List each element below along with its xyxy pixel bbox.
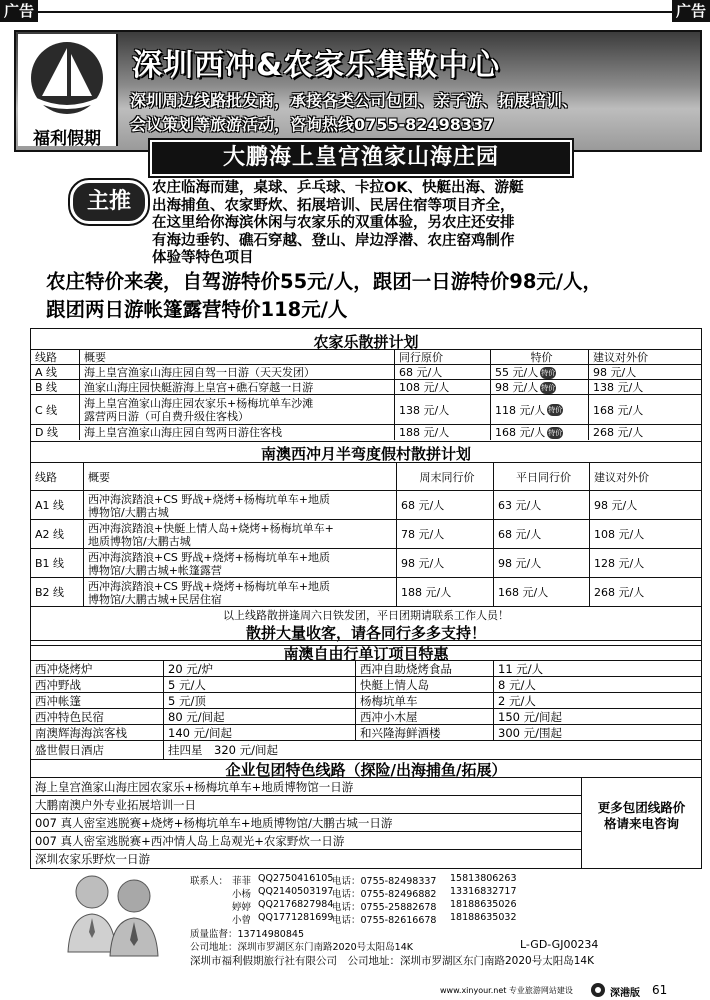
weekday-price-cell: 168 元/人: [493, 578, 589, 607]
header-banner: [14, 30, 702, 152]
header-cell: 概要: [83, 463, 396, 491]
special-price: 168 元/人: [495, 426, 546, 439]
retail-price-cell: 268 元/人: [588, 425, 701, 440]
contact-qq: QQ2750416105: [258, 873, 334, 884]
table-row: [31, 424, 701, 440]
footer-site: www.xinyour.net 专业旅游网站建设: [440, 986, 573, 995]
header-cell: 周末同行价: [396, 463, 493, 491]
table-row: [31, 519, 701, 549]
orig-price-cell: 68 元/人: [394, 365, 490, 380]
desc-line: 西冲海滨踏浪+CS 野战+烧烤+杨梅坑单车+地质: [88, 492, 331, 506]
table-row: [31, 364, 701, 380]
line-cell: C 线: [35, 403, 58, 417]
special-price-cell: [490, 395, 588, 425]
contact-qq: QQ1771281699: [258, 912, 334, 923]
desc-cell: [79, 395, 394, 425]
farm-table-title: 农家乐散拼计划: [313, 333, 419, 351]
desc-line: 地质博物馆/大鹏古城: [88, 534, 191, 548]
badge-icon: [590, 982, 606, 998]
route-text: 海上皇宫渔家山海庄园农家乐+杨梅坑单车+地质博物馆一日游: [35, 779, 354, 794]
table-header-row: [31, 349, 701, 365]
special-price-cell: [490, 365, 588, 380]
special-price: 55 元/人: [495, 366, 539, 379]
contact-qq: QQ2176827984: [258, 899, 334, 910]
free-travel-title: 南澳自由行单订项目特惠: [283, 645, 449, 663]
item-name: 杨梅坑单车: [355, 693, 493, 709]
table-row: [31, 660, 701, 677]
line-cell: A 线: [35, 366, 58, 379]
special-price-cell: [490, 380, 588, 395]
route-text: 大鹏南澳户外专业拓展培训一日: [35, 797, 196, 812]
orig-price-cell: 188 元/人: [394, 425, 490, 440]
contact-name: 菲菲: [232, 876, 252, 887]
item-price: 8 元/人: [493, 677, 701, 693]
desc-line: 博物馆/大鹏古城+民居住宿: [88, 592, 222, 606]
sailboat-logo-icon: [18, 34, 116, 124]
item-name: 西冲烧烤炉: [35, 661, 93, 676]
retail-price-cell: 98 元/人: [589, 491, 701, 520]
desc-cell: 海上皇宫渔家山海庄园自驾一日游（天天发团）: [79, 365, 394, 380]
weekday-price-cell: 68 元/人: [493, 520, 589, 549]
table-row: [31, 676, 701, 693]
desc-line: 博物馆/大鹏古城+帐篷露营: [88, 563, 222, 577]
desc-line: 海上皇宫渔家山海庄园农家乐+杨梅坑单车沙滩: [84, 397, 314, 410]
nanao-table-title: 南澳西冲月半弯度假村散拼计划: [260, 445, 471, 463]
special-tag-icon: 特价: [541, 383, 556, 392]
orig-price-cell: 108 元/人: [394, 380, 490, 395]
featured-badge: 主推: [70, 180, 148, 224]
ad-label-right: 广告: [672, 0, 710, 22]
item-price: 5 元/顶: [163, 693, 355, 709]
item-price: 挂四星 320 元/间起: [163, 741, 701, 759]
farm-table: [30, 328, 702, 442]
mascot-figures-icon: [60, 870, 170, 960]
table-row: [31, 577, 701, 607]
logo: [18, 34, 118, 149]
table-header-row: [31, 462, 701, 491]
route-text: 007 真人密室逃脱赛+西冲情人岛上岛观光+农家野炊一日游: [35, 833, 345, 848]
free-travel-table: [30, 640, 702, 760]
intro-line: 有海边垂钓、礁石穿越、登山、岸边浮潜、农庄窑鸡制作: [152, 232, 515, 249]
resort-banner: 大鹏海上皇宫渔家山海庄园: [150, 140, 572, 176]
intro-text: [152, 180, 692, 268]
desc-line: 博物馆/大鹏古城: [88, 505, 169, 519]
line-cell: B1 线: [35, 557, 65, 570]
header-cell: 线路: [35, 470, 57, 484]
weekday-price-cell: 63 元/人: [493, 491, 589, 520]
line-cell: B2 线: [35, 586, 65, 599]
side-note-cell: [581, 777, 701, 868]
weekend-price-cell: 188 元/人: [396, 578, 493, 607]
contact-phone: 电话：0755-82496882: [332, 889, 437, 900]
intro-line: 农庄临海而建，桌球、乒乓球、卡拉OK、快艇出海、游艇: [152, 180, 524, 196]
table-row: [31, 394, 701, 425]
header-cell: 同行原价: [394, 350, 490, 365]
top-divider: [38, 11, 672, 13]
retail-price-cell: 128 元/人: [589, 549, 701, 578]
enterprise-title: 企业包团特色线路（探险/出海捕鱼/拓展）: [225, 761, 507, 779]
retail-price-cell: 108 元/人: [589, 520, 701, 549]
contact-phone: 电话：0755-25882678: [332, 902, 437, 913]
desc-line: 露营两日游（可自费升级住客栈）: [84, 410, 249, 423]
table-row: [31, 708, 701, 725]
header-cell: 特价: [490, 350, 588, 365]
contact-name: 婷婷: [232, 902, 252, 913]
item-name: 盛世假日酒店: [35, 742, 104, 757]
orig-price-cell: 138 元/人: [394, 395, 490, 425]
slogan: 散拼大量收客，请各同行多多支持！: [245, 624, 486, 642]
nanao-table: [30, 440, 702, 646]
intro-line: 在这里给你海滨休闲与农家乐的双重体验，另农庄还安排: [152, 215, 515, 231]
retail-price-cell: 168 元/人: [588, 395, 701, 425]
weekend-price-cell: 98 元/人: [396, 549, 493, 578]
retail-price-cell: 268 元/人: [589, 578, 701, 607]
side-note: 更多包团线路价格请来电咨询: [597, 800, 686, 831]
route-text: 深圳农家乐野炊一日游: [35, 851, 150, 866]
desc-line: 西冲海滨踏浪+CS 野战+烧烤+杨梅坑单车+地质: [88, 579, 331, 593]
contact-mobile: 15813806263: [450, 873, 517, 884]
desc-line: 西冲海滨踏浪+快艇上情人岛+烧烤+杨梅坑单车+: [88, 521, 334, 535]
special-tag-icon: 特价: [548, 428, 563, 437]
desc-line: 西冲海滨踏浪+CS 野战+烧烤+杨梅坑单车+地质: [88, 550, 331, 564]
item-name: 西冲野战: [35, 677, 81, 692]
header-cell: 线路: [35, 351, 57, 364]
promo-line-1: 农庄特价来袭，自驾游特价55元/人，跟团一日游特价98元/人，: [46, 270, 603, 293]
item-price: 150 元/间起: [493, 709, 701, 725]
item-price: 140 元/间起: [163, 725, 355, 741]
contact-qq: QQ2140503197: [258, 886, 334, 897]
item-name: 和兴隆海鲜酒楼: [355, 725, 493, 741]
route-row: [31, 849, 581, 868]
desc-cell: 渔家山海庄园快艇游海上皇宫+礁石穿越一日游: [79, 380, 394, 395]
item-price: 2 元/人: [493, 693, 701, 709]
intro-line: 体验等特色项目: [152, 250, 254, 266]
footer-edition: 深港版: [610, 988, 640, 999]
special-price: 98 元/人: [495, 381, 539, 394]
header-cell: 概要: [79, 350, 394, 365]
route-row: [31, 813, 581, 832]
logo-name: 福利假期: [33, 129, 101, 149]
weekday-price-cell: 98 元/人: [493, 549, 589, 578]
company-line: 深圳市福利假期旅行社有限公司 公司地址：深圳市罗湖区东门南路2020号太阳岛14K: [190, 955, 594, 967]
item-name: 西冲帐篷: [35, 693, 81, 708]
intro-line: 出海捕鱼、农家野炊、拓展培训、民居住宿等项目齐全，: [152, 197, 515, 214]
item-name: 快艇上情人岛: [355, 677, 493, 693]
table-row: [31, 692, 701, 709]
table-row: [31, 379, 701, 395]
contact-phone: 电话：0755-82616678: [332, 915, 437, 926]
item-name: 南澳辉海海滨客栈: [35, 725, 127, 740]
line-cell: A2 线: [35, 528, 65, 541]
company-address: 公司地址：深圳市罗湖区东门南路2020号太阳岛14K: [190, 942, 413, 953]
contact-mobile: 18188635032: [450, 912, 517, 923]
promo-line-2: 跟团两日游帐篷露营特价118元/人: [46, 298, 348, 321]
route-row: [31, 777, 581, 796]
special-tag-icon: 特价: [548, 406, 563, 414]
desc-cell: [83, 491, 396, 520]
schedule-note: 以上线路散拼逢周六日铁发团，平日团期请联系工作人员！: [223, 609, 509, 622]
weekend-price-cell: 68 元/人: [396, 491, 493, 520]
quality-supervisor: 质量监督：13714980845: [190, 929, 304, 940]
table-row: [31, 724, 701, 741]
contact-mobile: 13316832717: [450, 886, 517, 897]
special-price-cell: [490, 425, 588, 440]
retail-price-cell: 138 元/人: [588, 380, 701, 395]
contact-name: 小曾: [232, 915, 252, 926]
page-number: 61: [652, 983, 668, 997]
ad-label-left: 广告: [0, 0, 38, 22]
line-cell: B 线: [35, 381, 58, 394]
contact-name: 小杨: [232, 889, 252, 900]
header-subtitle-2: 会议策划等旅游活动，咨询热线0755-82498337: [130, 115, 495, 134]
contact-label: 联系人：: [190, 876, 229, 887]
table-row: [31, 490, 701, 520]
item-price: 300 元/围起: [493, 725, 701, 741]
license-number: L-GD-GJ00234: [520, 938, 599, 951]
table-row: [31, 548, 701, 578]
route-row: [31, 831, 581, 850]
item-price: 5 元/人: [163, 677, 355, 693]
item-price: 20 元/炉: [163, 661, 355, 677]
line-cell: D 线: [35, 426, 58, 439]
item-price: 80 元/间起: [163, 709, 355, 725]
note-row: [31, 606, 701, 621]
special-price: 118 元/人: [495, 403, 546, 417]
item-name: 西冲小木屋: [355, 709, 493, 725]
contact-phone: 电话：0755-82498337: [332, 876, 437, 887]
header-subtitle-1: 深圳周边线路批发商，承接各类公司包团、亲子游、拓展培训、: [130, 91, 579, 110]
contact-mobile: 18188635026: [450, 899, 517, 910]
weekend-price-cell: 78 元/人: [396, 520, 493, 549]
header-cell: 建议对外价: [588, 350, 701, 365]
desc-cell: [83, 549, 396, 578]
table-row: [31, 740, 701, 759]
route-text: 007 真人密室逃脱赛+烧烤+杨梅坑单车+地质博物馆/大鹏古城一日游: [35, 815, 393, 830]
header-title: 深圳西冲&农家乐集散中心: [132, 48, 501, 83]
enterprise-table: [30, 758, 702, 869]
header-cell: 平日同行价: [493, 463, 589, 491]
desc-cell: [83, 520, 396, 549]
line-cell: A1 线: [35, 499, 65, 512]
desc-cell: 海上皇宫渔家山海庄园自驾两日游住客栈: [79, 425, 394, 440]
item-name: 西冲特色民宿: [35, 709, 104, 724]
footer: [0, 982, 710, 1000]
desc-cell: [83, 578, 396, 607]
header-cell: 建议对外价: [589, 463, 701, 491]
item-name: 西冲自助烧烤食品: [355, 661, 493, 677]
special-tag-icon: 特价: [541, 368, 556, 377]
route-row: [31, 795, 581, 814]
item-price: 11 元/人: [493, 661, 701, 677]
retail-price-cell: 98 元/人: [588, 365, 701, 380]
